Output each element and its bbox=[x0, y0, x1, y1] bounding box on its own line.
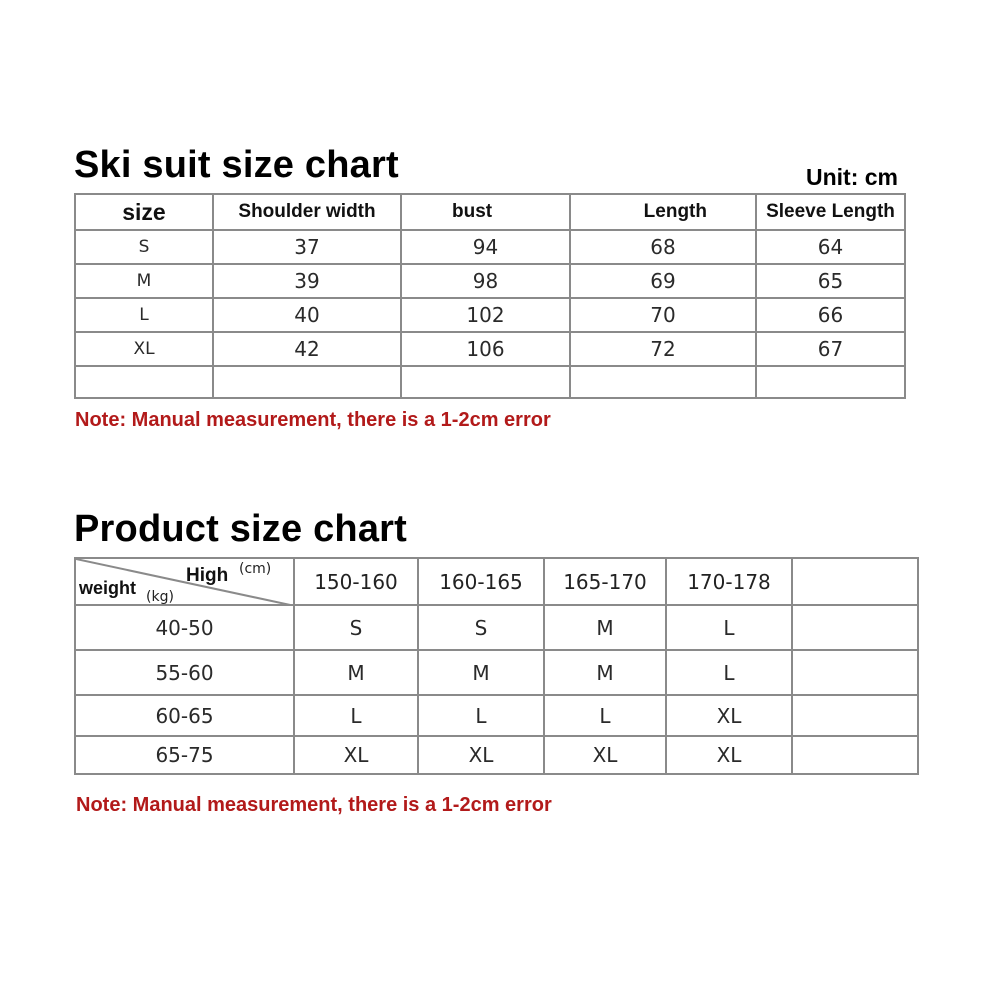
size-cell: L bbox=[75, 298, 213, 332]
sleeve-cell: 65 bbox=[756, 264, 905, 298]
height-header: 165-170 bbox=[544, 558, 666, 605]
size-cell: L bbox=[666, 650, 792, 695]
empty-cell bbox=[213, 366, 401, 398]
sleeve-cell: 64 bbox=[756, 230, 905, 264]
height-header: 170-178 bbox=[666, 558, 792, 605]
length-cell: 69 bbox=[570, 264, 756, 298]
sleeve-cell: 67 bbox=[756, 332, 905, 366]
unit-label: Unit: cm bbox=[806, 164, 898, 190]
weight-unit: (kg) bbox=[146, 589, 174, 605]
shoulder-cell: 40 bbox=[213, 298, 401, 332]
table-row bbox=[75, 332, 905, 366]
weight-label: weight bbox=[79, 578, 136, 598]
height-header: 160-165 bbox=[418, 558, 544, 605]
empty-cell bbox=[792, 695, 918, 736]
height-header-empty bbox=[792, 558, 918, 605]
height-header: 150-160 bbox=[294, 558, 418, 605]
height-label: High bbox=[186, 565, 229, 586]
size-cell: S bbox=[294, 605, 418, 650]
product-chart-title: Product size chart bbox=[74, 508, 408, 550]
table-row bbox=[75, 650, 918, 695]
size-cell: M bbox=[418, 650, 544, 695]
weight-cell: 40-50 bbox=[75, 605, 294, 650]
bust-cell: 102 bbox=[401, 298, 570, 332]
table-row bbox=[75, 264, 905, 298]
shoulder-cell: 42 bbox=[213, 332, 401, 366]
ski-chart-title: Ski suit size chart bbox=[74, 144, 399, 186]
table-row bbox=[75, 695, 918, 736]
weight-cell: 55-60 bbox=[75, 650, 294, 695]
empty-cell bbox=[792, 736, 918, 774]
table-row bbox=[75, 298, 905, 332]
length-cell: 70 bbox=[570, 298, 756, 332]
size-cell: XL bbox=[418, 736, 544, 774]
table-row-empty bbox=[75, 366, 905, 398]
size-cell: XL bbox=[666, 695, 792, 736]
size-cell: L bbox=[418, 695, 544, 736]
ski-chart-note: Note: Manual measurement, there is a 1-2cm error bbox=[75, 409, 551, 431]
empty-cell bbox=[756, 366, 905, 398]
bust-cell: 98 bbox=[401, 264, 570, 298]
header-length: Length bbox=[570, 194, 756, 230]
sleeve-cell: 66 bbox=[756, 298, 905, 332]
shoulder-cell: 37 bbox=[213, 230, 401, 264]
empty-cell bbox=[75, 366, 213, 398]
size-cell: M bbox=[294, 650, 418, 695]
header-shoulder-width: Shoulder width bbox=[213, 194, 401, 230]
size-cell: S bbox=[418, 605, 544, 650]
size-cell: L bbox=[666, 605, 792, 650]
empty-cell bbox=[401, 366, 570, 398]
size-cell: XL bbox=[294, 736, 418, 774]
header-size: size bbox=[75, 194, 213, 230]
size-cell: M bbox=[544, 605, 666, 650]
table-header-row bbox=[75, 558, 918, 605]
size-cell: XL bbox=[666, 736, 792, 774]
length-cell: 72 bbox=[570, 332, 756, 366]
size-cell: XL bbox=[75, 332, 213, 366]
product-chart-note: Note: Manual measurement, there is a 1-2cm error bbox=[76, 794, 552, 816]
header-sleeve-length: Sleeve Length bbox=[756, 194, 905, 230]
shoulder-cell: 39 bbox=[213, 264, 401, 298]
table-header-row bbox=[75, 194, 905, 230]
size-cell: M bbox=[544, 650, 666, 695]
length-cell: 68 bbox=[570, 230, 756, 264]
size-cell: L bbox=[544, 695, 666, 736]
empty-cell bbox=[792, 650, 918, 695]
product-size-table bbox=[74, 557, 919, 775]
height-unit: (cm) bbox=[239, 561, 272, 577]
table-row bbox=[75, 605, 918, 650]
bust-cell: 94 bbox=[401, 230, 570, 264]
table-row bbox=[75, 736, 918, 774]
weight-cell: 65-75 bbox=[75, 736, 294, 774]
table-row bbox=[75, 230, 905, 264]
diagonal-header-cell bbox=[75, 558, 294, 605]
weight-cell: 60-65 bbox=[75, 695, 294, 736]
ski-size-table bbox=[74, 193, 906, 399]
size-cell: XL bbox=[544, 736, 666, 774]
empty-cell bbox=[792, 605, 918, 650]
size-cell: L bbox=[294, 695, 418, 736]
header-bust: bust bbox=[401, 194, 570, 230]
empty-cell bbox=[570, 366, 756, 398]
bust-cell: 106 bbox=[401, 332, 570, 366]
size-cell: S bbox=[75, 230, 213, 264]
size-cell: M bbox=[75, 264, 213, 298]
